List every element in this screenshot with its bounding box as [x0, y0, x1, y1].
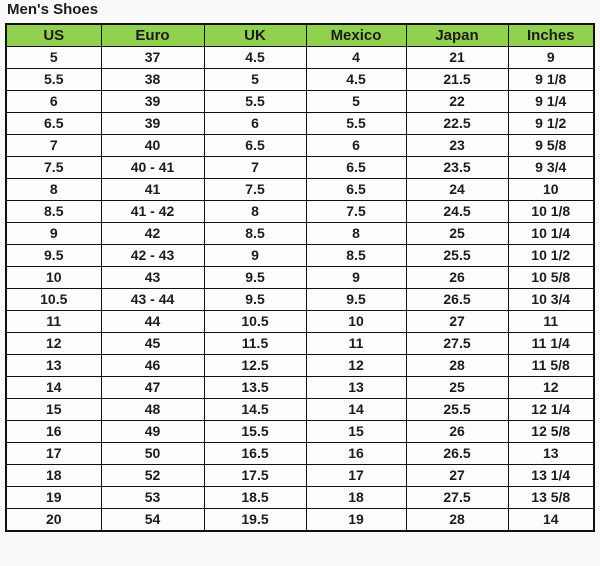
- table-row: [6, 443, 594, 465]
- column-header-uk: UK: [204, 24, 306, 47]
- cell-us: 11: [6, 311, 101, 333]
- cell-japan: 26: [406, 267, 508, 289]
- cell-inches: 9 1/4: [508, 91, 594, 113]
- cell-mexico: 7.5: [306, 201, 406, 223]
- cell-mexico: 4: [306, 47, 406, 69]
- table-row: [6, 509, 594, 532]
- cell-euro: 38: [101, 69, 204, 91]
- cell-us: 18: [6, 465, 101, 487]
- size-conversion-table: [5, 23, 595, 532]
- cell-us: 19: [6, 487, 101, 509]
- cell-japan: 28: [406, 355, 508, 377]
- cell-mexico: 14: [306, 399, 406, 421]
- cell-euro: 45: [101, 333, 204, 355]
- table-row: [6, 179, 594, 201]
- cell-japan: 27: [406, 311, 508, 333]
- table-row: [6, 487, 594, 509]
- cell-uk: 8.5: [204, 223, 306, 245]
- cell-japan: 26.5: [406, 289, 508, 311]
- cell-mexico: 6.5: [306, 157, 406, 179]
- cell-us: 13: [6, 355, 101, 377]
- cell-inches: 13 5/8: [508, 487, 594, 509]
- cell-us: 16: [6, 421, 101, 443]
- cell-us: 14: [6, 377, 101, 399]
- cell-euro: 44: [101, 311, 204, 333]
- table-row: [6, 333, 594, 355]
- cell-euro: 50: [101, 443, 204, 465]
- table-row: [6, 355, 594, 377]
- cell-inches: 12 1/4: [508, 399, 594, 421]
- cell-uk: 5.5: [204, 91, 306, 113]
- cell-mexico: 11: [306, 333, 406, 355]
- table-row: [6, 157, 594, 179]
- cell-mexico: 13: [306, 377, 406, 399]
- cell-euro: 39: [101, 113, 204, 135]
- cell-euro: 53: [101, 487, 204, 509]
- cell-japan: 23: [406, 135, 508, 157]
- column-header-us: US: [6, 24, 101, 47]
- cell-japan: 26.5: [406, 443, 508, 465]
- table-row: [6, 223, 594, 245]
- table-row: [6, 47, 594, 69]
- table-header-row: [6, 24, 594, 47]
- cell-japan: 25: [406, 223, 508, 245]
- cell-inches: 9 3/4: [508, 157, 594, 179]
- cell-mexico: 15: [306, 421, 406, 443]
- cell-uk: 10.5: [204, 311, 306, 333]
- cell-euro: 42: [101, 223, 204, 245]
- cell-japan: 26: [406, 421, 508, 443]
- cell-inches: 9: [508, 47, 594, 69]
- cell-inches: 14: [508, 509, 594, 532]
- cell-euro: 46: [101, 355, 204, 377]
- table-row: [6, 377, 594, 399]
- table-row: [6, 69, 594, 91]
- cell-euro: 37: [101, 47, 204, 69]
- cell-us: 7.5: [6, 157, 101, 179]
- cell-mexico: 18: [306, 487, 406, 509]
- cell-japan: 24: [406, 179, 508, 201]
- cell-euro: 49: [101, 421, 204, 443]
- cell-euro: 43: [101, 267, 204, 289]
- cell-euro: 54: [101, 509, 204, 532]
- cell-inches: 10 1/4: [508, 223, 594, 245]
- cell-uk: 7.5: [204, 179, 306, 201]
- cell-euro: 41 - 42: [101, 201, 204, 223]
- column-header-japan: Japan: [406, 24, 508, 47]
- table-row: [6, 91, 594, 113]
- cell-uk: 15.5: [204, 421, 306, 443]
- cell-euro: 43 - 44: [101, 289, 204, 311]
- cell-mexico: 9.5: [306, 289, 406, 311]
- page-title: Men's Shoes: [7, 1, 99, 18]
- cell-us: 7: [6, 135, 101, 157]
- cell-inches: 9 5/8: [508, 135, 594, 157]
- table-row: [6, 267, 594, 289]
- cell-inches: 11 1/4: [508, 333, 594, 355]
- cell-us: 6.5: [6, 113, 101, 135]
- cell-uk: 18.5: [204, 487, 306, 509]
- cell-inches: 9 1/2: [508, 113, 594, 135]
- cell-inches: 9 1/8: [508, 69, 594, 91]
- cell-uk: 8: [204, 201, 306, 223]
- cell-euro: 41: [101, 179, 204, 201]
- cell-us: 20: [6, 509, 101, 532]
- cell-japan: 23.5: [406, 157, 508, 179]
- cell-inches: 13 1/4: [508, 465, 594, 487]
- cell-uk: 17.5: [204, 465, 306, 487]
- column-header-mexico: Mexico: [306, 24, 406, 47]
- cell-mexico: 8.5: [306, 245, 406, 267]
- cell-us: 8.5: [6, 201, 101, 223]
- cell-euro: 42 - 43: [101, 245, 204, 267]
- cell-mexico: 6.5: [306, 179, 406, 201]
- cell-mexico: 8: [306, 223, 406, 245]
- cell-japan: 27.5: [406, 487, 508, 509]
- cell-us: 15: [6, 399, 101, 421]
- cell-japan: 21.5: [406, 69, 508, 91]
- cell-uk: 9: [204, 245, 306, 267]
- cell-japan: 22: [406, 91, 508, 113]
- cell-mexico: 12: [306, 355, 406, 377]
- cell-uk: 14.5: [204, 399, 306, 421]
- cell-uk: 6.5: [204, 135, 306, 157]
- cell-mexico: 16: [306, 443, 406, 465]
- cell-japan: 24.5: [406, 201, 508, 223]
- cell-mexico: 10: [306, 311, 406, 333]
- cell-inches: 12: [508, 377, 594, 399]
- column-header-euro: Euro: [101, 24, 204, 47]
- cell-inches: 12 5/8: [508, 421, 594, 443]
- cell-inches: 10: [508, 179, 594, 201]
- cell-japan: 22.5: [406, 113, 508, 135]
- cell-japan: 25: [406, 377, 508, 399]
- cell-inches: 10 1/2: [508, 245, 594, 267]
- cell-uk: 7: [204, 157, 306, 179]
- cell-us: 6: [6, 91, 101, 113]
- cell-us: 9.5: [6, 245, 101, 267]
- cell-us: 8: [6, 179, 101, 201]
- cell-euro: 47: [101, 377, 204, 399]
- cell-mexico: 5.5: [306, 113, 406, 135]
- table-row: [6, 421, 594, 443]
- table-row: [6, 465, 594, 487]
- cell-inches: 11 5/8: [508, 355, 594, 377]
- cell-japan: 27.5: [406, 333, 508, 355]
- table-row: [6, 399, 594, 421]
- cell-uk: 12.5: [204, 355, 306, 377]
- cell-mexico: 4.5: [306, 69, 406, 91]
- cell-uk: 5: [204, 69, 306, 91]
- cell-mexico: 19: [306, 509, 406, 532]
- table-row: [6, 135, 594, 157]
- cell-inches: 10 1/8: [508, 201, 594, 223]
- cell-us: 5.5: [6, 69, 101, 91]
- cell-us: 9: [6, 223, 101, 245]
- table-row: [6, 311, 594, 333]
- cell-mexico: 9: [306, 267, 406, 289]
- cell-uk: 13.5: [204, 377, 306, 399]
- cell-mexico: 6: [306, 135, 406, 157]
- cell-us: 10.5: [6, 289, 101, 311]
- page: [0, 1, 600, 532]
- cell-japan: 25.5: [406, 245, 508, 267]
- table-row: [6, 289, 594, 311]
- cell-inches: 10 5/8: [508, 267, 594, 289]
- cell-uk: 11.5: [204, 333, 306, 355]
- cell-inches: 10 3/4: [508, 289, 594, 311]
- cell-uk: 9.5: [204, 289, 306, 311]
- cell-japan: 28: [406, 509, 508, 532]
- column-header-inches: Inches: [508, 24, 594, 47]
- cell-us: 10: [6, 267, 101, 289]
- cell-uk: 19.5: [204, 509, 306, 532]
- cell-mexico: 5: [306, 91, 406, 113]
- table-row: [6, 201, 594, 223]
- table-row: [6, 113, 594, 135]
- cell-uk: 4.5: [204, 47, 306, 69]
- cell-euro: 39: [101, 91, 204, 113]
- cell-us: 17: [6, 443, 101, 465]
- cell-mexico: 17: [306, 465, 406, 487]
- cell-us: 12: [6, 333, 101, 355]
- cell-uk: 6: [204, 113, 306, 135]
- cell-euro: 52: [101, 465, 204, 487]
- cell-japan: 25.5: [406, 399, 508, 421]
- cell-uk: 16.5: [204, 443, 306, 465]
- cell-euro: 48: [101, 399, 204, 421]
- cell-us: 5: [6, 47, 101, 69]
- table-row: [6, 245, 594, 267]
- cell-inches: 11: [508, 311, 594, 333]
- cell-euro: 40: [101, 135, 204, 157]
- cell-japan: 21: [406, 47, 508, 69]
- cell-inches: 13: [508, 443, 594, 465]
- cell-japan: 27: [406, 465, 508, 487]
- cell-uk: 9.5: [204, 267, 306, 289]
- cell-euro: 40 - 41: [101, 157, 204, 179]
